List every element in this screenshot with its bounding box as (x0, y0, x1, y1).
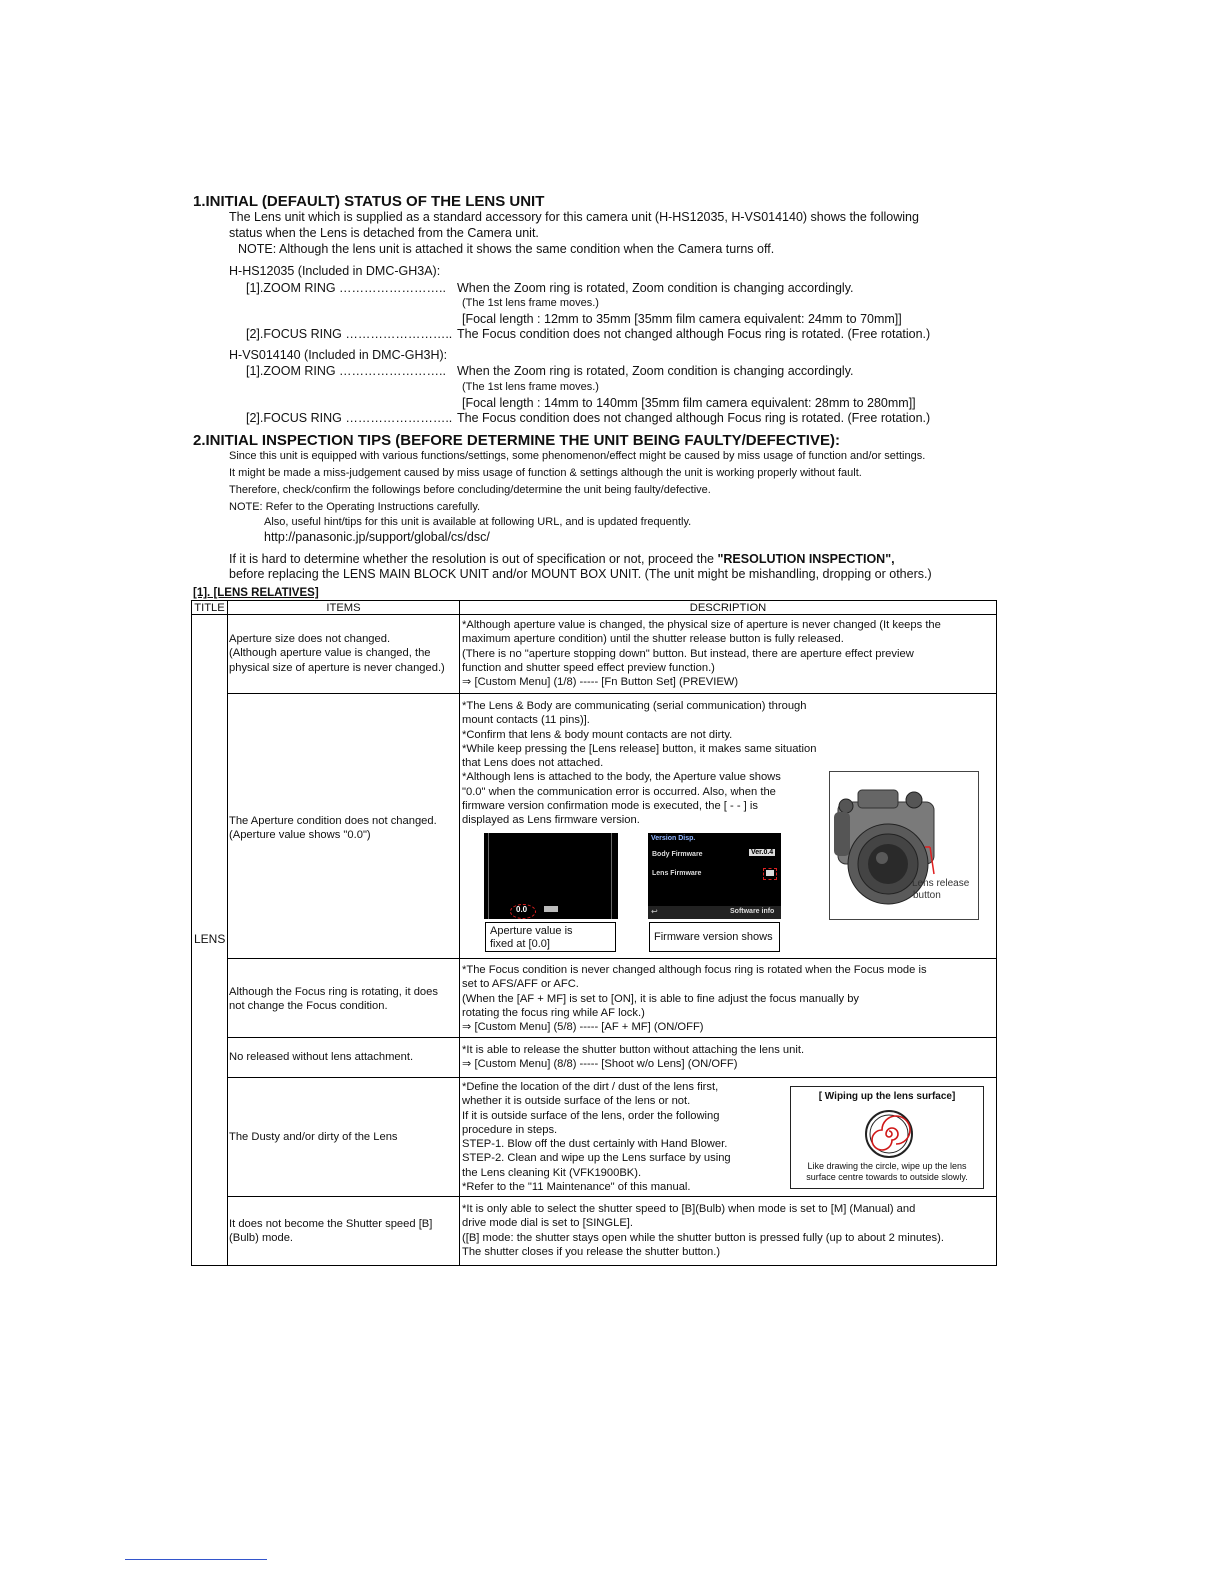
section1-heading: 1.INITIAL (DEFAULT) STATUS OF THE LENS UNIT (193, 193, 545, 210)
aperture-value: 0.0 (516, 905, 528, 914)
lens-a-zoom-label: [1].ZOOM RING …………………….. (246, 281, 447, 295)
section1-note: NOTE: Although the lens unit is attached it shows the same condition when the Camera turns off. (238, 242, 775, 256)
lens-relatives-table (191, 600, 997, 1266)
table-row-item: The Aperture condition does not changed. (Aperture value shows "0.0") (229, 815, 437, 842)
table-caption: [1]. [LENS RELATIVES] (193, 587, 319, 599)
lens-release-caption: Lens release button (912, 878, 970, 901)
footer-rule (125, 1559, 267, 1560)
firmware-screen-caption: Firmware version shows (649, 922, 780, 952)
aperture-screen-caption: Aperture value is fixed at [0.0] (485, 922, 616, 952)
section1-intro: The Lens unit which is supplied as a standard accessory for this camera unit (H-HS12035, H-VS014140) shows the following (229, 210, 919, 224)
section1-intro-cont: status when the Lens is detached from the Camera unit. (229, 226, 539, 240)
lens-a-zoom-sub: (The 1st lens frame moves.) (462, 297, 599, 309)
section2-p2: It might be made a miss-judgement caused by miss usage of function & settings although the unit is working properly without fault. (229, 467, 862, 479)
resolution-inspection-ref: "RESOLUTION INSPECTION", (717, 552, 895, 566)
firmware-screen-image: Version Disp. Body Firmware Ver.0.4 Lens Firmware ↩ Software info (648, 833, 781, 919)
lens-b-focus-desc: The Focus condition does not changed although Focus ring is rotated. (Free rotation.) (457, 411, 931, 425)
wipe-figure (790, 1086, 984, 1189)
section2-p3: Therefore, check/confirm the followings before concluding/determine the unit being faulty/defective. (229, 484, 711, 496)
table-row-item: Aperture size does not changed. (Although aperture value is changed, the physical size of aperture is never changed.) (229, 633, 445, 674)
back-icon: ↩ (651, 907, 658, 916)
resolution-note-text: If it is hard to determine whether the resolution is out of specification or not, proceed the (229, 552, 718, 566)
aperture-screen-image (484, 833, 618, 919)
table-row-item: No released without lens attachment. (229, 1051, 414, 1063)
table-row-description: *It is able to release the shutter button without attaching the lens unit. ⇒ [Custom Menu] (8/8) ----- [Shoot w/o Lens] (ON/OFF) (462, 1044, 805, 1071)
lens-a-focus-desc: The Focus condition does not changed although Focus ring is rotated. (Free rotation.) (457, 327, 931, 341)
lens-b-zoom-label: [1].ZOOM RING …………………….. (246, 364, 447, 378)
wipe-figure-title: [ Wiping up the lens surface] (818, 1091, 956, 1102)
lens-b-zoom-desc: When the Zoom ring is rotated, Zoom condition is changing accordingly. (457, 364, 854, 378)
table-row-description: *It is only able to select the shutter speed to [B](Bulb) when mode is set to [M] (Manual) and drive mode dial is set to [SINGLE]. ([B] mode: the shutter stays open while the shutter button is pressed fully (up to about 2 minutes). The shutter closes if you release the shutter button.) (462, 1203, 944, 1258)
resolution-note (229, 552, 895, 566)
lens-b-name: H-VS014140 (Included in DMC-GH3H): (229, 348, 448, 362)
camera-figure (829, 771, 979, 920)
lens-b-zoom-focal: [Focal length : 14mm to 140mm [35mm film camera equivalent: 28mm to 280mm]] (462, 396, 916, 410)
lens-b-focus-label: [2].FOCUS RING …………………….. (246, 411, 453, 425)
lens-a-focus-label: [2].FOCUS RING …………………….. (246, 327, 453, 341)
table-row-item: It does not become the Shutter speed [B] (Bulb) mode. (229, 1218, 433, 1245)
wipe-figure-caption: Like drawing the circle, wipe up the lens surface centre towards to outside slowly. (806, 1161, 968, 1182)
table-row-description: *Define the location of the dirt / dust of the lens first, whether it is outside surface of the lens or not. If it is outside surface of the lens, order the following procedure in steps. STEP-1. Blow off the dust certainly with Hand Blower. STEP-2. Clean and wipe up the Lens surface by using the Lens cleaning Kit (VFK1900BK). *Refer to the "11 Maintenance" of this manual. (462, 1081, 731, 1194)
lens-a-name: H-HS12035 (Included in DMC-GH3A): (229, 264, 441, 278)
section2-p1: Since this unit is equipped with various functions/settings, some phenomenon/effect might be caused by miss usage of function and/or settings. (229, 450, 926, 462)
table-row-item: Although the Focus ring is rotating, it does not change the Focus condition. (229, 986, 438, 1013)
lens-b-zoom-sub: (The 1st lens frame moves.) (462, 381, 599, 393)
section2-note-url-intro: Also, useful hint/tips for this unit is available at following URL, and is updated frequently. (264, 516, 692, 528)
resolution-note-cont: before replacing the LENS MAIN BLOCK UNIT and/or MOUNT BOX UNIT. (The unit might be mishandling, dropping or others.) (229, 567, 932, 581)
section2-note: NOTE: Refer to the Operating Instructions carefully. (229, 501, 481, 513)
section2-heading: 2.INITIAL INSPECTION TIPS (BEFORE DETERMINE THE UNIT BEING FAULTY/DEFECTIVE): (193, 432, 840, 449)
header-description: DESCRIPTION (689, 602, 767, 614)
header-title: TITLE (194, 602, 225, 614)
table-row-description: *The Lens & Body are communicating (serial communication) through mount contacts (11 pins)]. *Confirm that lens & body mount contacts are not dirty. *While keep pressing the [Lens release] button, it makes same situation that Lens does not attached. *Although lens is attached to the body, the Aperture value shows "0.0" when the communication error is occurred. Also, when the firmware version confirmation mode is executed, the [ - - ] is displayed as Lens firmware version. (462, 700, 817, 827)
lens-a-zoom-desc: When the Zoom ring is rotated, Zoom condition is changing accordingly. (457, 281, 854, 295)
table-row-description: *The Focus condition is never changed although focus ring is rotated when the Focus mode is set to AFS/AFF or AFC. (When the [AF + MF] is set to [ON], it is able to fine adjust the focus manually by rotating the focus ring while AF lock.) ⇒ [Custom Menu] (5/8) ----- [AF + MF] (ON/OFF) (462, 964, 927, 1034)
lens-a-zoom-focal: [Focal length : 12mm to 35mm [35mm film camera equivalent: 24mm to 70mm]] (462, 312, 902, 326)
support-url[interactable]: http://panasonic.jp/support/global/cs/dsc/ (264, 530, 490, 544)
title-lens: LENS (194, 932, 226, 946)
table-row-item: The Dusty and/or dirty of the Lens (229, 1131, 398, 1143)
header-items: ITEMS (326, 602, 361, 614)
lens-wipe-icon (864, 1109, 914, 1159)
table-row-description: *Although aperture value is changed, the physical size of aperture is never changed (It keeps the maximum aperture condition) until the shutter release button is fully released. (There is no "aperture stopping down" button. But instead, there are aperture effect preview function and shutter speed effect preview function.) ⇒ [Custom Menu] (1/8) ----- [Fn Button Set] (PREVIEW) (462, 619, 941, 689)
